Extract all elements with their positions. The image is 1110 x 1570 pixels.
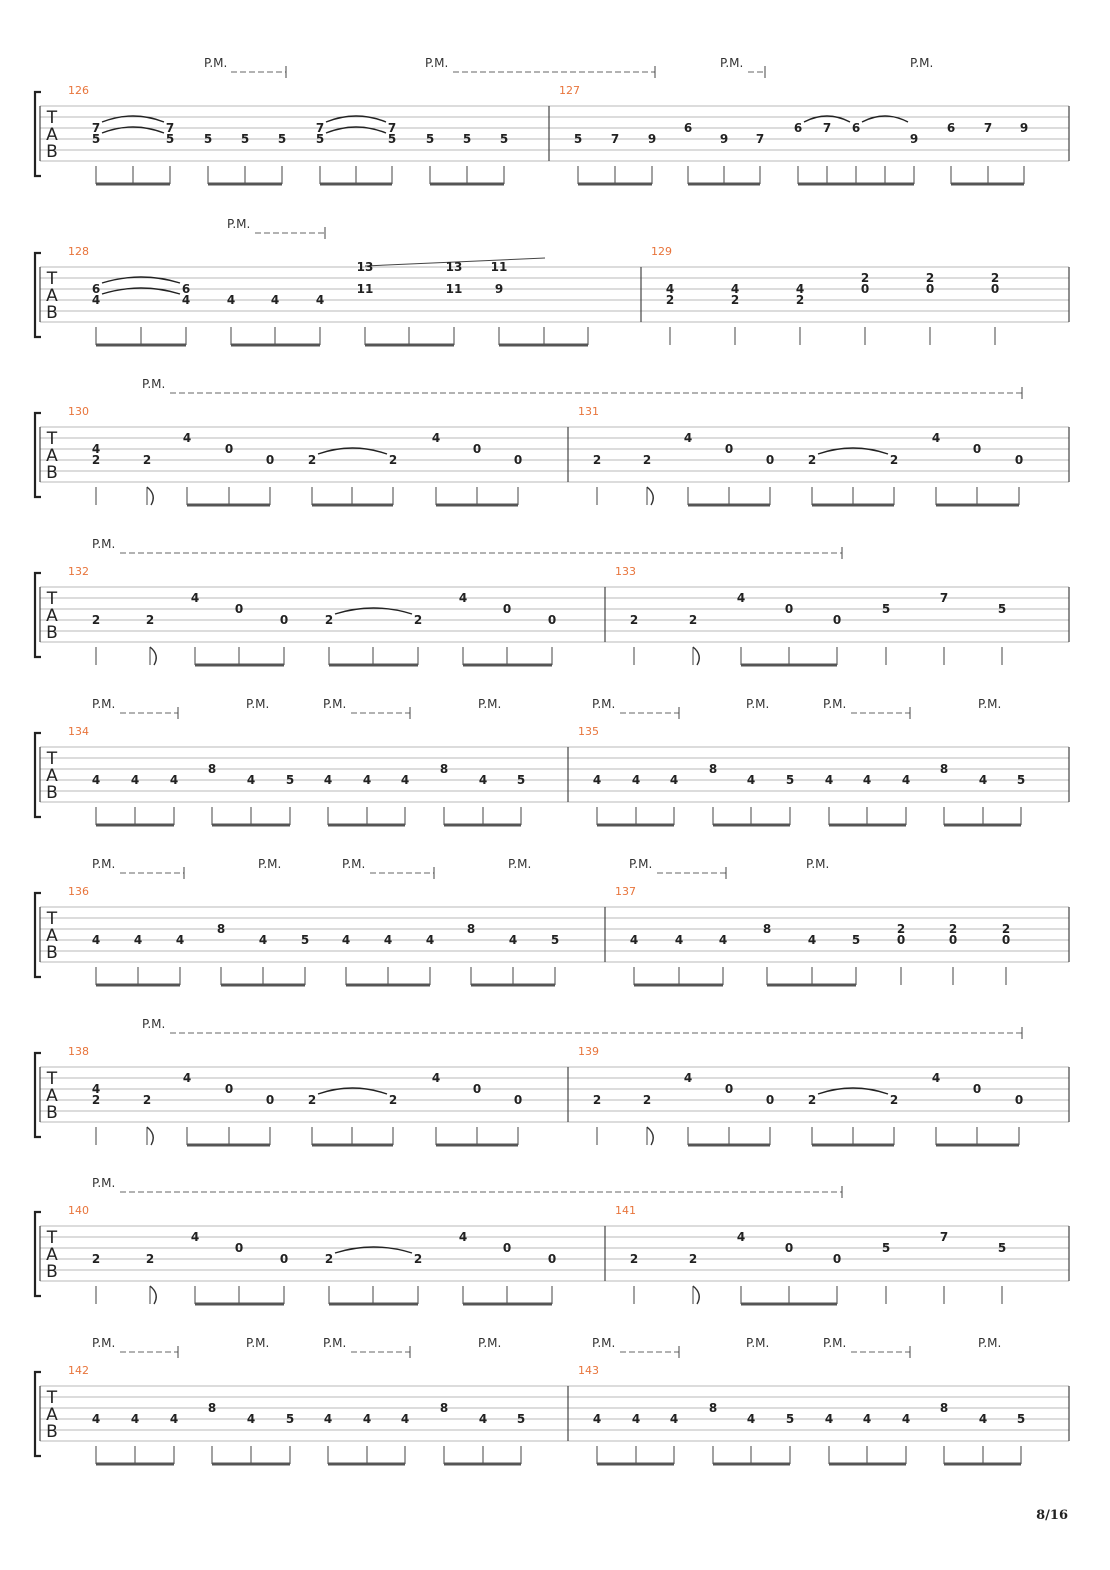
fret-number: 5 <box>285 1412 295 1426</box>
fret-number: 0 <box>972 442 982 456</box>
fret-number: 6 <box>851 121 861 135</box>
fret-number: 4 <box>931 1071 941 1085</box>
fret-number: 0 <box>547 1252 557 1266</box>
fret-number: 5 <box>997 602 1007 616</box>
fret-number: 4 <box>458 591 468 605</box>
palm-mute-label: P.M. <box>227 217 251 231</box>
fret-number: 4 <box>683 1071 693 1085</box>
fret-number: 5 <box>1016 773 1026 787</box>
fret-number: 0 <box>502 602 512 616</box>
fret-number: 0 <box>279 613 289 627</box>
fret-number: 4 <box>190 1230 200 1244</box>
fret-number: 5 <box>387 132 397 146</box>
fret-number: 4 <box>182 431 192 445</box>
note-flag <box>150 647 156 665</box>
fret-number: 2 <box>889 1093 899 1107</box>
fret-number: 4 <box>431 1071 441 1085</box>
fret-number: 13 <box>445 260 463 274</box>
fret-number: 4 <box>683 431 693 445</box>
fret-number: 4 <box>478 773 488 787</box>
fret-number: 5 <box>300 933 310 947</box>
fret-number: 0 <box>990 282 1000 296</box>
fret-number: 0 <box>896 933 906 947</box>
palm-mute-label: P.M. <box>910 56 934 70</box>
fret-number: 7 <box>165 121 175 135</box>
fret-number: 5 <box>516 773 526 787</box>
fret-number: 4 <box>182 1071 192 1085</box>
fret-number: 2 <box>688 1252 698 1266</box>
fret-number: 5 <box>462 132 472 146</box>
fret-number: 5 <box>499 132 509 146</box>
fret-number: 2 <box>642 453 652 467</box>
fret-number: 0 <box>724 442 734 456</box>
fret-number: 5 <box>550 933 560 947</box>
fret-number: 4 <box>901 1412 911 1426</box>
fret-number: 2 <box>307 1093 317 1107</box>
fret-number: 4 <box>901 773 911 787</box>
tab-clef-t: T <box>46 909 58 929</box>
fret-number: 4 <box>746 1412 756 1426</box>
fret-number: 9 <box>719 132 729 146</box>
fret-number: 4 <box>931 431 941 445</box>
fret-number: 2 <box>629 613 639 627</box>
palm-mute-label: P.M. <box>720 56 744 70</box>
fret-number: 4 <box>665 282 675 296</box>
fret-number: 0 <box>224 442 234 456</box>
fret-number: 4 <box>169 773 179 787</box>
measure-number: 142 <box>68 1364 89 1377</box>
fret-number: 2 <box>324 1252 334 1266</box>
tab-clef-a: A <box>46 446 58 466</box>
fret-number: 2 <box>91 613 101 627</box>
staff-system <box>35 217 1069 345</box>
fret-number: 2 <box>1001 922 1011 936</box>
note-flag <box>693 1286 699 1304</box>
fret-number: 8 <box>216 922 226 936</box>
fret-number: 0 <box>1014 1093 1024 1107</box>
fret-number: 0 <box>513 1093 523 1107</box>
staff-system <box>35 1176 1069 1304</box>
fret-number: 0 <box>265 453 275 467</box>
fret-number: 2 <box>925 271 935 285</box>
tab-clef-a: A <box>46 606 58 626</box>
fret-number: 4 <box>226 293 236 307</box>
staff-system <box>35 857 1069 985</box>
fret-number: 2 <box>642 1093 652 1107</box>
fret-number: 4 <box>133 933 143 947</box>
fret-number: 8 <box>466 922 476 936</box>
fret-number: 0 <box>724 1082 734 1096</box>
fret-number: 2 <box>324 613 334 627</box>
fret-number: 2 <box>145 1252 155 1266</box>
fret-number: 2 <box>145 613 155 627</box>
palm-mute-label: P.M. <box>204 56 228 70</box>
palm-mute-label: P.M. <box>92 857 116 871</box>
fret-number: 0 <box>279 1252 289 1266</box>
fret-number: 8 <box>207 1401 217 1415</box>
measure-number: 140 <box>68 1204 89 1217</box>
fret-number: 4 <box>91 773 101 787</box>
fret-number: 2 <box>896 922 906 936</box>
fret-number: 5 <box>573 132 583 146</box>
fret-number: 4 <box>736 1230 746 1244</box>
fret-number: 4 <box>746 773 756 787</box>
fret-number: 2 <box>948 922 958 936</box>
fret-number: 7 <box>610 132 620 146</box>
fret-number: 4 <box>175 933 185 947</box>
fret-number: 5 <box>881 602 891 616</box>
fret-number: 4 <box>315 293 325 307</box>
measure-number: 127 <box>559 84 580 97</box>
fret-number: 0 <box>765 453 775 467</box>
fret-number: 2 <box>91 1252 101 1266</box>
fret-number: 7 <box>315 121 325 135</box>
fret-number: 4 <box>508 933 518 947</box>
measure-number: 141 <box>615 1204 636 1217</box>
fret-number: 2 <box>629 1252 639 1266</box>
fret-number: 0 <box>234 602 244 616</box>
palm-mute-label: P.M. <box>92 1336 116 1350</box>
fret-number: 8 <box>708 1401 718 1415</box>
fret-number: 4 <box>862 1412 872 1426</box>
palm-mute-label: P.M. <box>978 697 1002 711</box>
fret-number: 4 <box>400 1412 410 1426</box>
fret-number: 5 <box>425 132 435 146</box>
fret-number: 2 <box>413 1252 423 1266</box>
measure-number: 134 <box>68 725 89 738</box>
fret-number: 7 <box>755 132 765 146</box>
fret-number: 5 <box>315 132 325 146</box>
fret-number: 6 <box>91 282 101 296</box>
tab-clef-a: A <box>46 1245 58 1265</box>
fret-number: 8 <box>439 1401 449 1415</box>
palm-mute-label: P.M. <box>92 697 116 711</box>
staff-system <box>35 377 1069 505</box>
tab-clef-t: T <box>46 749 58 769</box>
fret-number: 4 <box>862 773 872 787</box>
fret-number: 2 <box>665 293 675 307</box>
fret-number: 4 <box>730 282 740 296</box>
tab-clef-a: A <box>46 1086 58 1106</box>
tab-clef-t: T <box>46 108 58 128</box>
fret-number: 11 <box>490 260 508 274</box>
fret-number: 4 <box>246 1412 256 1426</box>
palm-mute-label: P.M. <box>246 697 270 711</box>
fret-number: 4 <box>190 591 200 605</box>
tab-clef-a: A <box>46 125 58 145</box>
palm-mute-label: P.M. <box>478 1336 502 1350</box>
fret-number: 5 <box>851 933 861 947</box>
fret-number: 7 <box>91 121 101 135</box>
fret-number: 0 <box>948 933 958 947</box>
fret-number: 11 <box>356 282 374 296</box>
fret-number: 5 <box>203 132 213 146</box>
fret-number: 0 <box>832 1252 842 1266</box>
palm-mute-label: P.M. <box>508 857 532 871</box>
fret-number: 4 <box>669 1412 679 1426</box>
tab-clef-b: B <box>46 463 58 483</box>
palm-mute-label: P.M. <box>425 56 449 70</box>
fret-number: 0 <box>765 1093 775 1107</box>
measure-number: 135 <box>578 725 599 738</box>
fret-number: 5 <box>516 1412 526 1426</box>
tab-clef-b: B <box>46 1262 58 1282</box>
palm-mute-label: P.M. <box>142 377 166 391</box>
fret-number: 4 <box>718 933 728 947</box>
staff-system <box>35 56 1069 184</box>
fret-number: 2 <box>592 453 602 467</box>
palm-mute-label: P.M. <box>823 1336 847 1350</box>
palm-mute-label: P.M. <box>142 1017 166 1031</box>
fret-number: 8 <box>708 762 718 776</box>
fret-number: 4 <box>130 773 140 787</box>
fret-number: 5 <box>240 132 250 146</box>
fret-number: 4 <box>807 933 817 947</box>
palm-mute-label: P.M. <box>823 697 847 711</box>
fret-number: 4 <box>323 773 333 787</box>
palm-mute-label: P.M. <box>92 537 116 551</box>
fret-number: 4 <box>736 591 746 605</box>
measure-number: 138 <box>68 1045 89 1058</box>
tab-clef-t: T <box>46 429 58 449</box>
fret-number: 5 <box>91 132 101 146</box>
fret-number: 4 <box>631 773 641 787</box>
palm-mute-label: P.M. <box>323 1336 347 1350</box>
fret-number: 7 <box>939 591 949 605</box>
fret-number: 4 <box>383 933 393 947</box>
fret-number: 0 <box>784 602 794 616</box>
fret-number: 5 <box>785 773 795 787</box>
fret-number: 2 <box>91 1093 101 1107</box>
palm-mute-label: P.M. <box>246 1336 270 1350</box>
fret-number: 4 <box>91 1082 101 1096</box>
fret-number: 0 <box>472 1082 482 1096</box>
fret-number: 4 <box>181 293 191 307</box>
fret-number: 5 <box>165 132 175 146</box>
staff-system <box>35 537 1069 665</box>
fret-number: 0 <box>832 613 842 627</box>
tab-clef-b: B <box>46 1422 58 1442</box>
note-flag <box>647 1127 653 1145</box>
fret-number: 5 <box>1016 1412 1026 1426</box>
fret-number: 2 <box>889 453 899 467</box>
fret-number: 0 <box>234 1241 244 1255</box>
fret-number: 8 <box>939 762 949 776</box>
fret-number: 0 <box>1001 933 1011 947</box>
palm-mute-label: P.M. <box>323 697 347 711</box>
fret-number: 0 <box>513 453 523 467</box>
fret-number: 5 <box>785 1412 795 1426</box>
note-flag <box>147 487 153 505</box>
fret-number: 2 <box>807 453 817 467</box>
fret-number: 9 <box>1019 121 1029 135</box>
fret-number: 0 <box>472 442 482 456</box>
measure-number: 139 <box>578 1045 599 1058</box>
fret-number: 2 <box>990 271 1000 285</box>
note-flag <box>147 1127 153 1145</box>
fret-number: 2 <box>91 453 101 467</box>
fret-number: 4 <box>400 773 410 787</box>
tab-clef-t: T <box>46 589 58 609</box>
measure-number: 136 <box>68 885 89 898</box>
staff-system <box>35 1017 1069 1145</box>
fret-number: 7 <box>387 121 397 135</box>
fret-number: 4 <box>978 1412 988 1426</box>
fret-number: 4 <box>258 933 268 947</box>
tab-clef-b: B <box>46 303 58 323</box>
measure-number: 131 <box>578 405 599 418</box>
measure-number: 143 <box>578 1364 599 1377</box>
measure-number: 133 <box>615 565 636 578</box>
fret-number: 4 <box>795 282 805 296</box>
palm-mute-label: P.M. <box>592 1336 616 1350</box>
fret-number: 4 <box>824 773 834 787</box>
fret-number: 4 <box>629 933 639 947</box>
fret-number: 4 <box>592 773 602 787</box>
fret-number: 5 <box>277 132 287 146</box>
measure-number: 132 <box>68 565 89 578</box>
palm-mute-label: P.M. <box>806 857 830 871</box>
fret-number: 0 <box>1014 453 1024 467</box>
palm-mute-label: P.M. <box>342 857 366 871</box>
fret-number: 0 <box>265 1093 275 1107</box>
fret-number: 0 <box>547 613 557 627</box>
measure-number: 137 <box>615 885 636 898</box>
tab-clef-t: T <box>46 1069 58 1089</box>
fret-number: 4 <box>425 933 435 947</box>
fret-number: 0 <box>784 1241 794 1255</box>
fret-number: 4 <box>91 442 101 456</box>
tab-clef-b: B <box>46 783 58 803</box>
fret-number: 4 <box>978 773 988 787</box>
fret-number: 4 <box>169 1412 179 1426</box>
palm-mute-label: P.M. <box>92 1176 116 1190</box>
fret-number: 2 <box>860 271 870 285</box>
fret-number: 8 <box>439 762 449 776</box>
fret-number: 2 <box>142 453 152 467</box>
fret-number: 4 <box>458 1230 468 1244</box>
fret-number: 9 <box>647 132 657 146</box>
fret-number: 4 <box>674 933 684 947</box>
fret-number: 0 <box>972 1082 982 1096</box>
fret-number: 4 <box>669 773 679 787</box>
fret-number: 2 <box>413 613 423 627</box>
fret-number: 6 <box>181 282 191 296</box>
measure-number: 126 <box>68 84 89 97</box>
fret-number: 4 <box>431 431 441 445</box>
fret-number: 4 <box>824 1412 834 1426</box>
fret-number: 2 <box>388 1093 398 1107</box>
fret-number: 5 <box>997 1241 1007 1255</box>
fret-number: 0 <box>224 1082 234 1096</box>
fret-number: 4 <box>592 1412 602 1426</box>
measure-number: 128 <box>68 245 89 258</box>
fret-number: 4 <box>246 773 256 787</box>
fret-number: 8 <box>762 922 772 936</box>
page-number: 8/16 <box>1036 1508 1068 1523</box>
fret-number: 2 <box>795 293 805 307</box>
fret-number: 4 <box>91 1412 101 1426</box>
tab-clef-b: B <box>46 142 58 162</box>
fret-number: 6 <box>683 121 693 135</box>
fret-number: 5 <box>285 773 295 787</box>
tab-clef-a: A <box>46 286 58 306</box>
fret-number: 2 <box>730 293 740 307</box>
note-flag <box>150 1286 156 1304</box>
fret-number: 4 <box>478 1412 488 1426</box>
fret-number: 7 <box>983 121 993 135</box>
palm-mute-label: P.M. <box>478 697 502 711</box>
fret-number: 2 <box>688 613 698 627</box>
palm-mute-label: P.M. <box>629 857 653 871</box>
fret-number: 13 <box>356 260 374 274</box>
staff-system <box>35 1336 1069 1464</box>
fret-number: 9 <box>494 282 504 296</box>
fret-number: 4 <box>323 1412 333 1426</box>
palm-mute-label: P.M. <box>978 1336 1002 1350</box>
fret-number: 8 <box>939 1401 949 1415</box>
tab-clef-b: B <box>46 623 58 643</box>
fret-number: 0 <box>860 282 870 296</box>
fret-number: 8 <box>207 762 217 776</box>
fret-number: 4 <box>341 933 351 947</box>
fret-number: 6 <box>793 121 803 135</box>
fret-number: 2 <box>592 1093 602 1107</box>
measure-number: 130 <box>68 405 89 418</box>
tab-clef-t: T <box>46 1228 58 1248</box>
tab-clef-a: A <box>46 766 58 786</box>
fret-number: 5 <box>881 1241 891 1255</box>
fret-number: 4 <box>130 1412 140 1426</box>
fret-number: 4 <box>91 933 101 947</box>
staff-system <box>35 697 1069 825</box>
fret-number: 2 <box>142 1093 152 1107</box>
fret-number: 4 <box>91 293 101 307</box>
fret-number: 4 <box>270 293 280 307</box>
fret-number: 0 <box>925 282 935 296</box>
palm-mute-label: P.M. <box>746 697 770 711</box>
tab-clef-b: B <box>46 1103 58 1123</box>
note-flag <box>647 487 653 505</box>
fret-number: 0 <box>502 1241 512 1255</box>
fret-number: 4 <box>631 1412 641 1426</box>
palm-mute-label: P.M. <box>258 857 282 871</box>
tab-clef-t: T <box>46 269 58 289</box>
note-flag <box>693 647 699 665</box>
fret-number: 7 <box>939 1230 949 1244</box>
palm-mute-label: P.M. <box>746 1336 770 1350</box>
measure-number: 129 <box>651 245 672 258</box>
fret-number: 4 <box>362 773 372 787</box>
tab-clef-a: A <box>46 926 58 946</box>
fret-number: 6 <box>946 121 956 135</box>
fret-number: 9 <box>909 132 919 146</box>
tab-clef-b: B <box>46 943 58 963</box>
fret-number: 4 <box>362 1412 372 1426</box>
fret-number: 2 <box>388 453 398 467</box>
fret-number: 2 <box>307 453 317 467</box>
fret-number: 2 <box>807 1093 817 1107</box>
palm-mute-label: P.M. <box>592 697 616 711</box>
fret-number: 7 <box>822 121 832 135</box>
tab-clef-t: T <box>46 1388 58 1408</box>
tab-clef-a: A <box>46 1405 58 1425</box>
fret-number: 11 <box>445 282 463 296</box>
